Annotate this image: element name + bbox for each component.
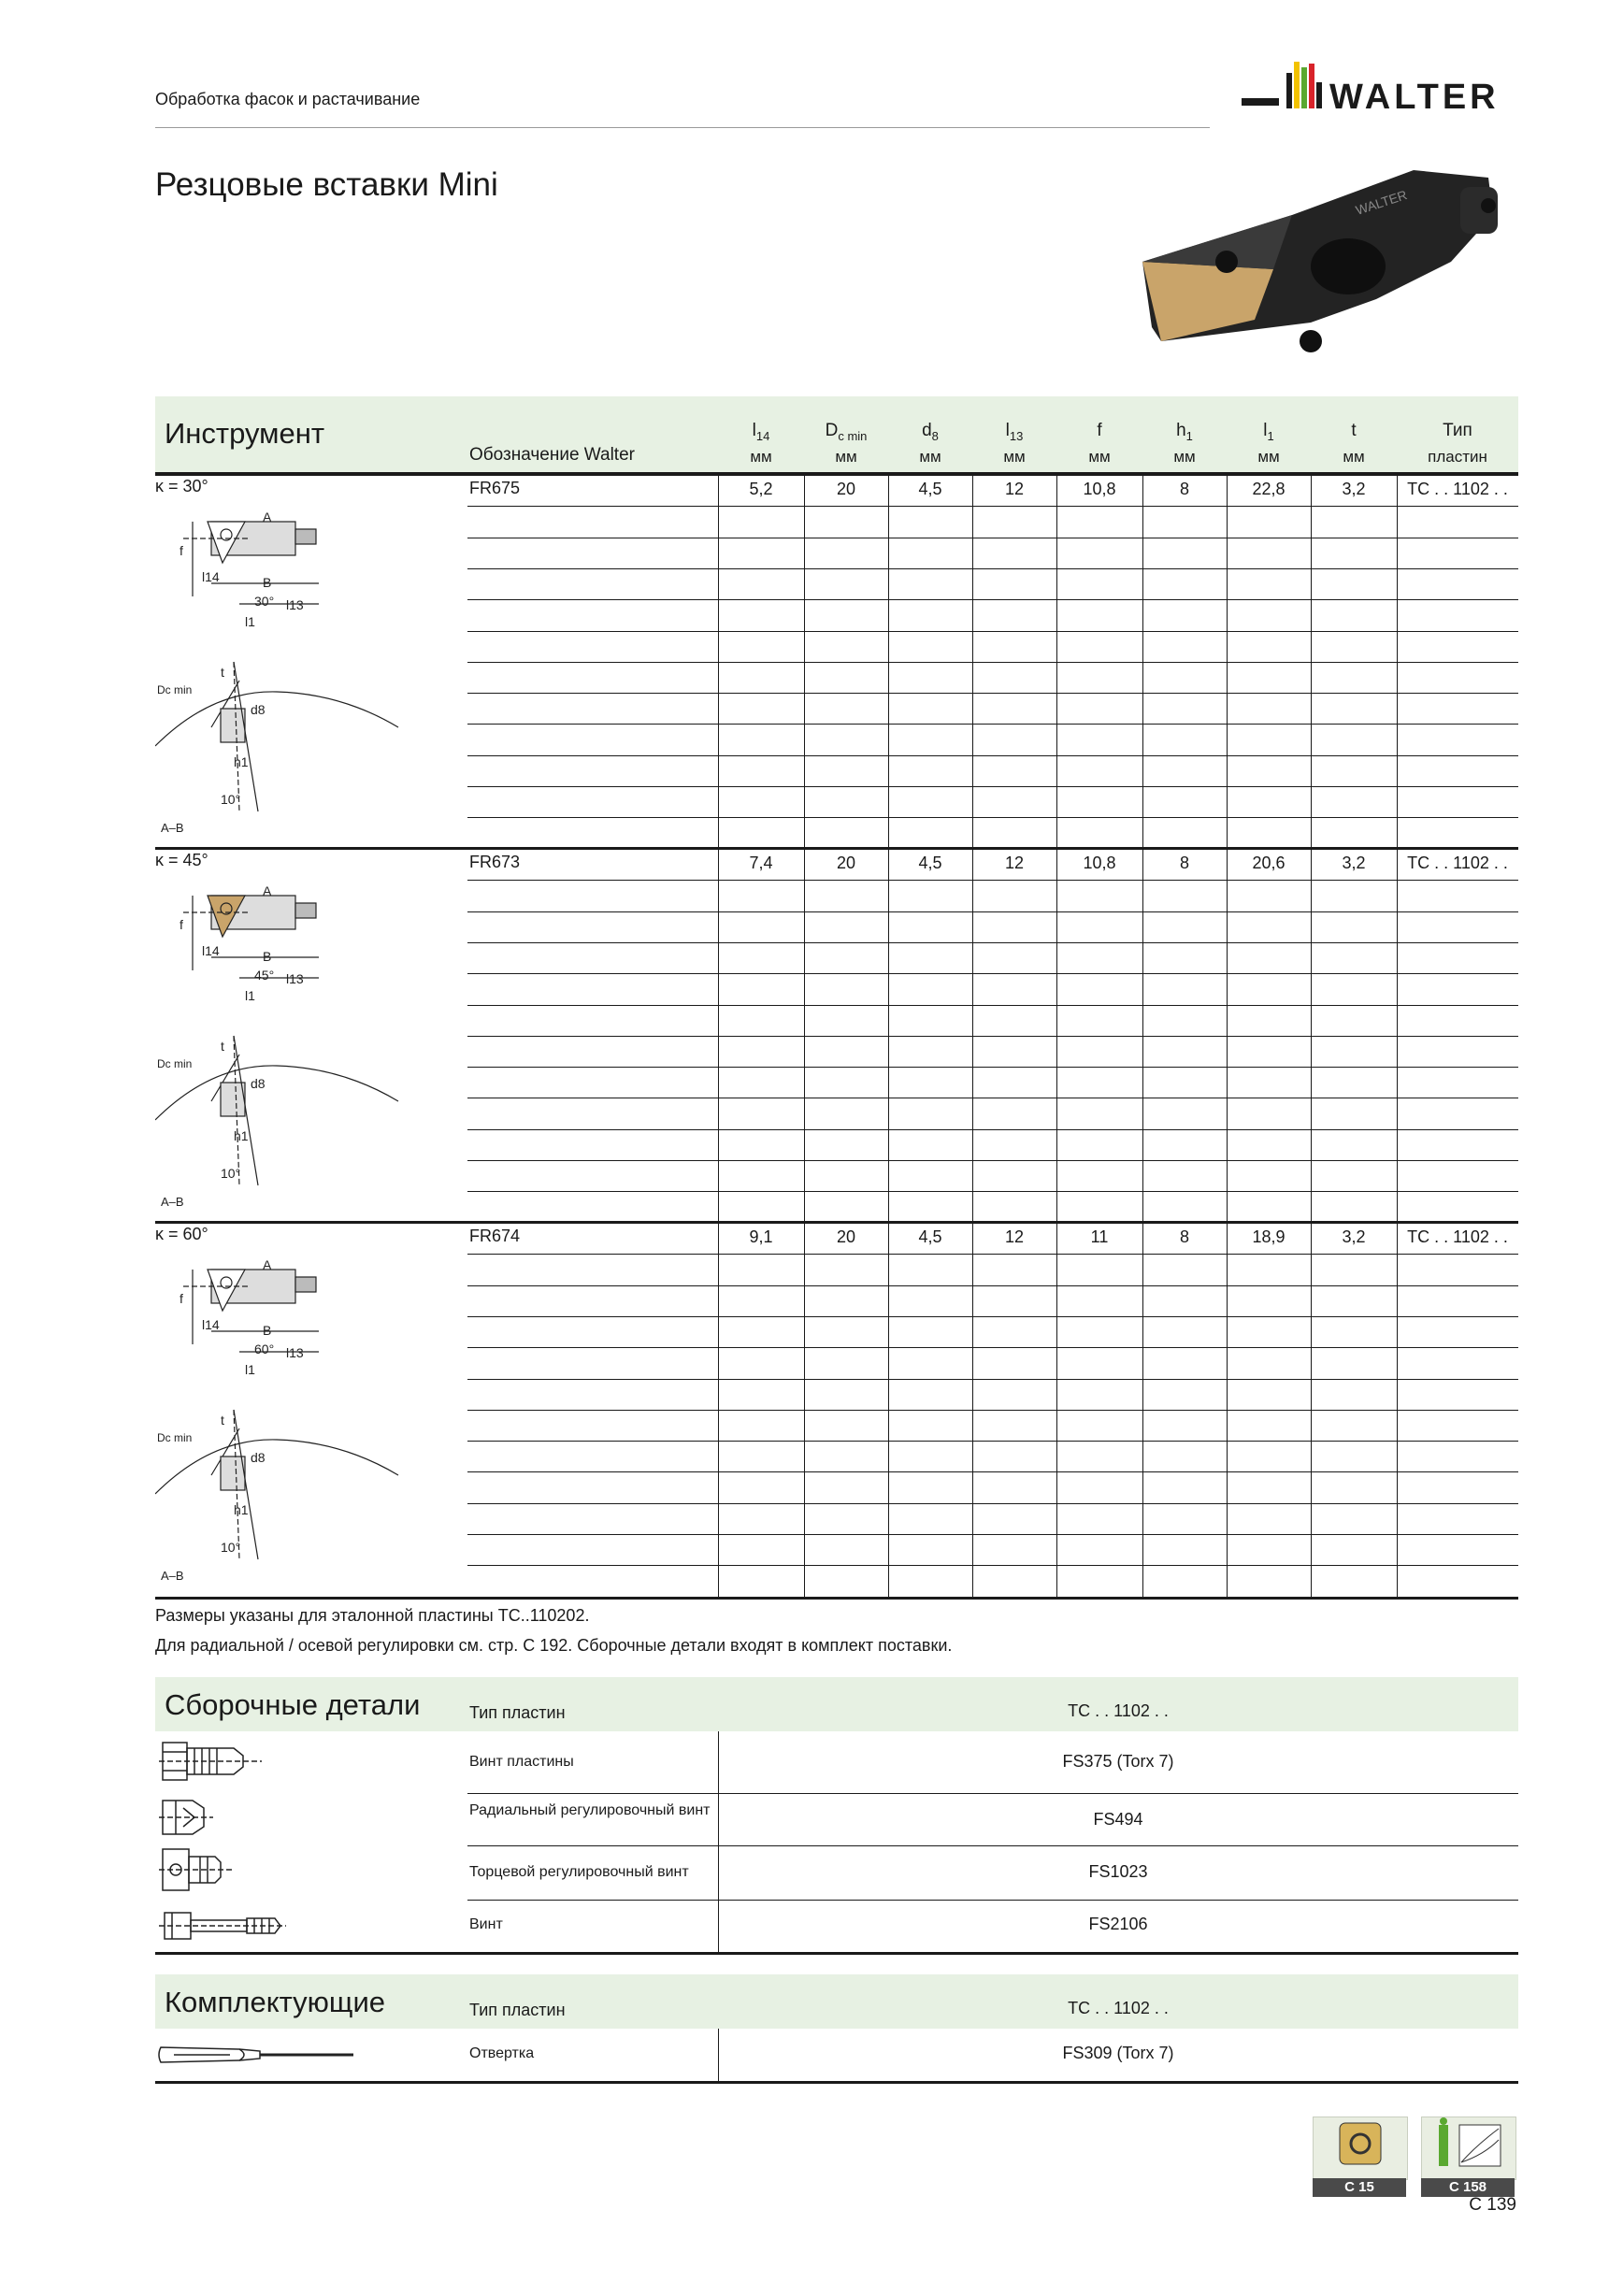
accessories-heading: Комплектующие (165, 1986, 385, 2018)
tool-dimension-drawing (155, 1241, 464, 1592)
svg-text:A: A (263, 883, 272, 898)
column-header: $h_1$ мм (1173, 421, 1196, 466)
accessory-value: FS309 (Torx 7) (1062, 2044, 1174, 2062)
table-bottom-rule (155, 1597, 1518, 1600)
svg-text:45°: 45° (254, 968, 275, 983)
note-reference-insert: Размеры указаны для эталонной пластины TC..110202. (155, 1606, 590, 1625)
svg-text:Dc min: Dc min (157, 683, 193, 696)
column-header: f мм (1088, 421, 1111, 466)
dimension-value: 22,8 (1252, 480, 1285, 498)
dimension-value: 20,6 (1252, 854, 1285, 872)
dimension-value: 12 (1004, 854, 1025, 872)
dimension-value: 10,8 (1083, 854, 1116, 872)
dimension-value: 4,5 (918, 854, 942, 872)
svg-text:60°: 60° (254, 1342, 275, 1356)
dimension-value: TC . . 1102 . . (1407, 1227, 1508, 1246)
insert-catalog-badge[interactable] (1313, 2117, 1408, 2180)
svg-text:A–B: A–B (161, 1569, 184, 1583)
svg-text:10°: 10° (221, 1540, 241, 1555)
svg-text:B: B (263, 575, 272, 590)
walter-logo (1240, 60, 1516, 118)
product-photo (1133, 159, 1498, 393)
accessories-type-label: Тип пластин (469, 2001, 566, 2019)
screw-icon (159, 1900, 290, 1957)
insert-icon (1314, 2117, 1407, 2179)
dimension-value: 3,2 (1342, 480, 1366, 498)
svg-text:t: t (221, 1039, 224, 1054)
accessory-name: Отвертка (469, 2045, 535, 2061)
accessories-type-value: TC . . 1102 . . (1068, 1999, 1169, 2017)
svg-text:B: B (263, 949, 272, 964)
svg-text:f: f (180, 1291, 183, 1306)
logo-text: WALTER (1329, 78, 1500, 117)
dimension-value: 5,2 (749, 480, 773, 498)
dimension-value: 18,9 (1252, 1227, 1285, 1246)
tool-designation: FR675 (469, 479, 521, 497)
svg-text:Dc min: Dc min (157, 1057, 193, 1070)
group-separator (155, 847, 1518, 850)
dimension-value: 4,5 (918, 480, 942, 498)
insert-catalog-label[interactable]: C 15 (1313, 2178, 1406, 2197)
dimension-value: 3,2 (1342, 854, 1366, 872)
axial-adjust-screw-icon (159, 1844, 243, 1901)
tool-dimension-drawing (155, 494, 464, 844)
dimension-value: 20 (836, 854, 856, 872)
info-badge[interactable] (1421, 2117, 1516, 2180)
svg-text:h1: h1 (234, 1128, 249, 1143)
logo-wordmark (1329, 78, 1500, 117)
part-name: Торцевой регулировочный винт (469, 1864, 689, 1880)
page-number: C 139 (1469, 2195, 1516, 2215)
group-separator (155, 1221, 1518, 1224)
svg-text:l14: l14 (202, 569, 220, 584)
svg-text:t: t (221, 1413, 224, 1428)
column-header: Тип пластин (1428, 421, 1487, 466)
tool-designation: FR674 (469, 1227, 521, 1245)
svg-text:d8: d8 (251, 1450, 266, 1465)
svg-text:f: f (180, 917, 183, 932)
dimension-value: 3,2 (1342, 1227, 1366, 1246)
page-title: Резцовые вставки Mini (155, 166, 498, 203)
svg-text:A: A (263, 509, 272, 524)
svg-text:30°: 30° (254, 594, 275, 609)
column-header: $l_{13}$ мм (1003, 421, 1026, 466)
dimension-value: 9,1 (749, 1227, 773, 1246)
svg-text:l14: l14 (202, 943, 220, 958)
tool-dimension-drawing (155, 868, 464, 1218)
svg-text:l14: l14 (202, 1317, 220, 1332)
dimension-value: 11 (1090, 1227, 1109, 1246)
column-header: $D_{c min}$ мм (825, 421, 868, 466)
insert-screw-icon (159, 1735, 271, 1792)
dimension-value: TC . . 1102 . . (1407, 480, 1508, 498)
svg-text:l1: l1 (245, 988, 255, 1003)
info-chart-icon (1422, 2117, 1515, 2179)
dimension-value: 12 (1004, 1227, 1025, 1246)
svg-text:10°: 10° (221, 1166, 241, 1181)
kappa-angle: κ = 30° (155, 477, 208, 495)
svg-text:l1: l1 (245, 1362, 255, 1377)
tool-designation: FR673 (469, 853, 521, 871)
svg-text:f: f (180, 543, 183, 558)
svg-text:h1: h1 (234, 754, 249, 769)
dimension-value: 4,5 (918, 1227, 942, 1246)
designation-label: Обозначение Walter (469, 445, 635, 465)
svg-text:t: t (221, 665, 224, 680)
dimension-value: 8 (1179, 854, 1189, 872)
parts-type-value: TC . . 1102 . . (1068, 1701, 1169, 1720)
dimension-value: 20 (836, 480, 856, 498)
column-header: t мм (1343, 421, 1365, 466)
part-name: Радиальный регулировочный винт (469, 1802, 711, 1818)
svg-text:A–B: A–B (161, 821, 184, 835)
column-header: $d_8$ мм (919, 421, 941, 466)
header-rule (155, 127, 1210, 128)
svg-text:d8: d8 (251, 1076, 266, 1091)
dimension-value: 7,4 (749, 854, 773, 872)
part-name: Винт (469, 1916, 503, 1932)
svg-text:l13: l13 (286, 597, 304, 612)
dimension-value: TC . . 1102 . . (1407, 854, 1508, 872)
svg-text:l13: l13 (286, 1345, 304, 1360)
screwdriver-icon (155, 2036, 361, 2078)
dimension-value: 8 (1179, 480, 1189, 498)
svg-text:A–B: A–B (161, 1195, 184, 1209)
part-value: FS1023 (1088, 1862, 1148, 1881)
svg-text:10°: 10° (221, 792, 241, 807)
info-badge-label[interactable]: C 158 (1421, 2178, 1515, 2197)
dimension-value: 12 (1004, 480, 1025, 498)
svg-text:d8: d8 (251, 702, 266, 717)
dimension-value: 8 (1179, 1227, 1189, 1246)
kappa-angle: κ = 60° (155, 1225, 208, 1243)
svg-text:A: A (263, 1257, 272, 1272)
part-value: FS2106 (1088, 1915, 1148, 1933)
radial-adjust-screw-icon (159, 1791, 234, 1848)
dimension-value: 20 (836, 1227, 856, 1246)
svg-text:h1: h1 (234, 1502, 249, 1517)
svg-text:Dc min: Dc min (157, 1431, 193, 1444)
part-value: FS375 (Torx 7) (1062, 1752, 1174, 1771)
kappa-angle: κ = 45° (155, 851, 208, 869)
section-title: Обработка фасок и растачивание (155, 90, 421, 108)
parts-type-label: Тип пластин (469, 1703, 566, 1722)
tool-table-heading: Инструмент (165, 417, 325, 450)
svg-text:l1: l1 (245, 614, 255, 629)
part-value: FS494 (1093, 1810, 1143, 1829)
svg-text:B: B (263, 1323, 272, 1338)
svg-text:l13: l13 (286, 971, 304, 986)
column-header: $l_{14}$ мм (750, 421, 772, 466)
note-adjustment: Для радиальной / осевой регулировки см. стр. C 192. Сборочные детали входят в комплект поставки. (155, 1636, 953, 1655)
dimension-value: 10,8 (1083, 480, 1116, 498)
parts-heading: Сборочные детали (165, 1688, 421, 1721)
part-name: Винт пластины (469, 1754, 574, 1770)
column-header: $l_1$ мм (1257, 421, 1280, 466)
svg-text:WALTER: WALTER (1353, 187, 1409, 218)
